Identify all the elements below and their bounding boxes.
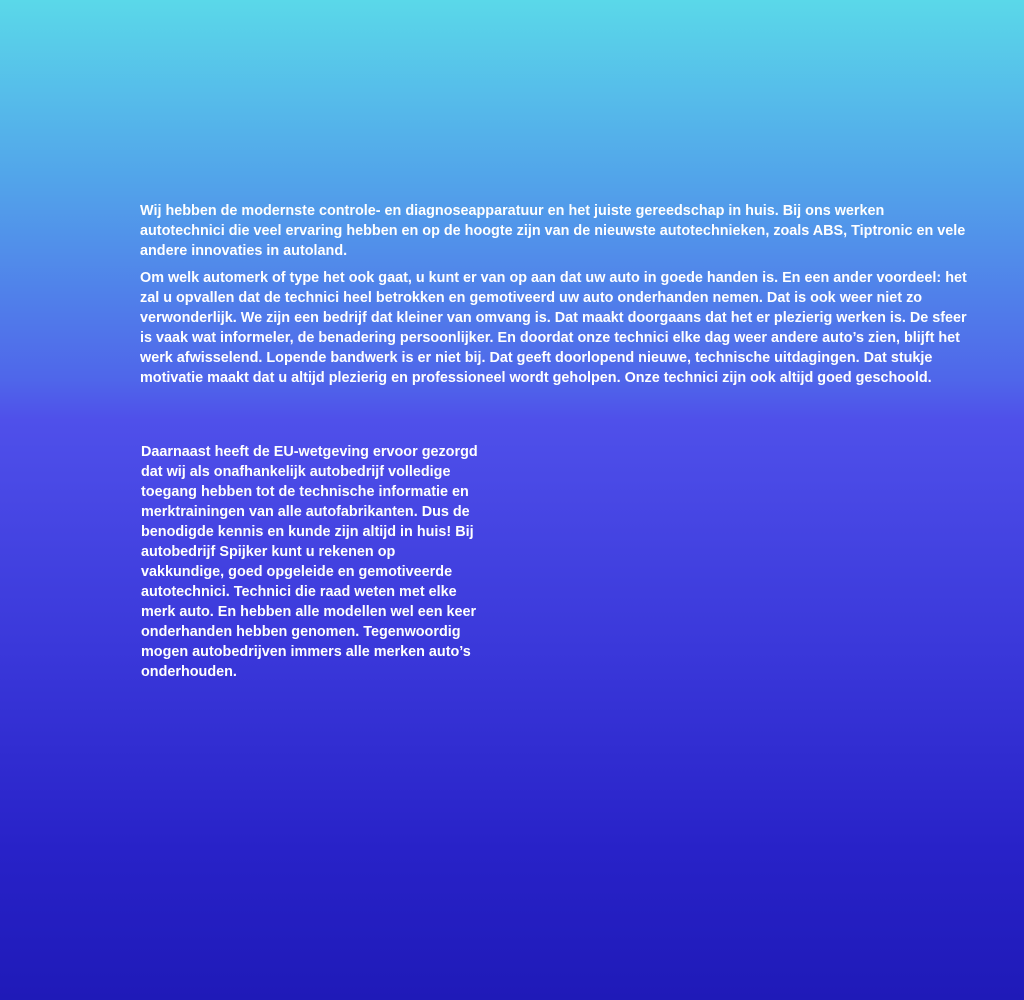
paragraph-equipment: Wij hebben de modernste controle- en diagnoseapparatuur en het juiste gereedschap in huis. Bij ons werken autotechnici die veel ervaring hebben en op de hoogte zijn van de nieuwste autotechnieken, zoals ABS, Tiptronic en vele andere innovaties in autoland. [140, 203, 966, 259]
side-text-column [141, 442, 481, 682]
main-text [140, 201, 970, 395]
paragraph-quality: Om welk automerk of type het ook gaat, u kunt er van op aan dat uw auto in goede handen is. En een ander voordeel: het zal u opvallen dat de technici heel betrokken en gemotiveerd uw auto onderhanden nemen. Dat is ook weer niet zo verwonderlijk. We zijn een bedrijf dat kleiner van omvang is. Dat maakt doorgaans dat het er plezierig werken is. De sfeer is vaak wat informeler, de benadering persoonlijker. En doordat onze technici elke dag weer andere auto’s zien, blijft het werk afwisselend. Lopende bandwerk is er niet bij. Dat geeft doorlopend nieuwe, technische uitdagingen. Dat stukje motivatie maakt dat u altijd plezierig en professioneel wordt geholpen. Onze technici zijn ook altijd goed geschoold. [140, 270, 967, 386]
paragraph-eu-legislation: Daarnaast heeft de EU-wetgeving ervoor gezorgd dat wij als onafhankelijk autobedrijf volledige toegang hebben tot de technische informatie en merktrainingen van alle autofabrikanten. Dus de benodigde kennis en kunde zijn altijd in huis! Bij autobedrijf Spijker kunt u rekenen op vakkundige, goed opgeleide en gemotiveerde autotechnici. Technici die raad weten met elke merk auto. En hebben alle modellen wel een keer onderhanden hebben genomen. Tegenwoordig mogen autobedrijven immers alle merken auto’s onderhouden. [141, 444, 478, 680]
